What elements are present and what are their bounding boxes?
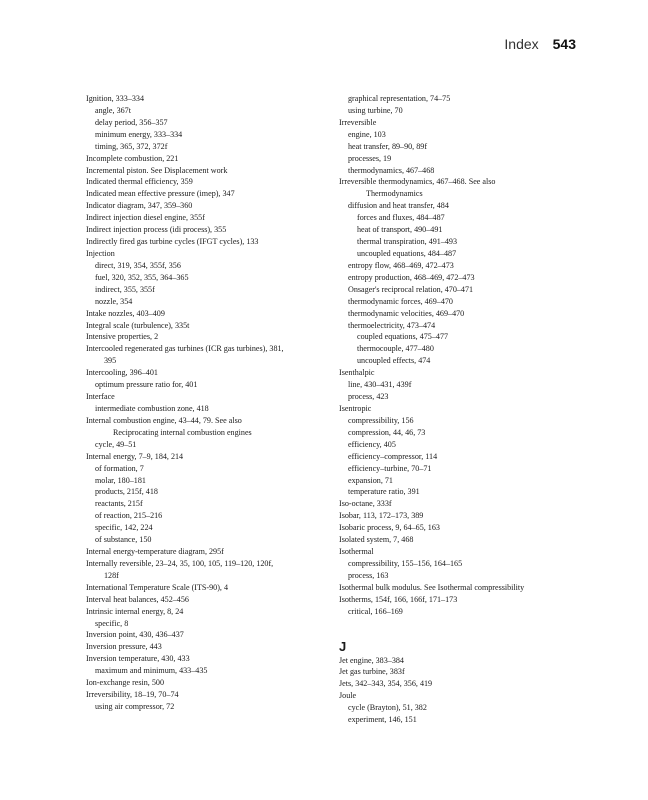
index-entry: Jet engine, 383–384 [339,655,404,665]
index-subentry: specific, 8 [95,618,129,628]
index-subentry: heat transfer, 89–90, 89f [348,141,428,151]
index-subentry: minimum energy, 333–334 [95,129,183,139]
index-subentry: intermediate combustion zone, 418 [95,403,209,413]
running-head [504,36,576,52]
index-subentry: graphical representation, 74–75 [348,94,451,103]
index-subentry: line, 430–431, 439f [348,380,412,390]
index-entry: Internal energy-temperature diagram, 295f [86,547,224,557]
section-letter-heading: J [339,638,347,654]
index-subentry: specific, 142, 224 [95,523,153,533]
index-subentry: entropy production, 468–469, 472–473 [348,272,475,282]
index-entry: Inversion temperature, 430, 433 [86,654,190,664]
index-entry: Indirect injection diesel engine, 355f [86,213,205,223]
index-subentry: thermodynamic forces, 469–470 [348,296,453,306]
index-subentry: uncoupled effects, 474 [357,356,431,366]
index-subentry: Thermodynamics [366,189,423,199]
index-entry: Internal combustion engine, 43–44, 79. See also [86,415,242,425]
index-entry: Inversion pressure, 443 [86,642,162,652]
index-subentry: efficiency, 405 [348,439,396,449]
index-subentry: experiment, 146, 151 [348,715,417,725]
index-column-right [339,93,579,726]
index-entry: Incremental piston. See Displacement work [86,165,228,175]
index-subentry: efficiency–compressor, 114 [348,451,438,461]
index-entry: Indirectly fired gas turbine cycles (IFGT cycles), 133 [86,237,259,247]
index-subentry: process, 163 [348,570,389,580]
running-head-title: Index [504,36,539,52]
index-entry: Interval heat balances, 452–456 [86,594,189,604]
index-subentry: thermodynamic velocities, 469–470 [348,308,465,318]
index-column-left [86,93,334,713]
index-subentry: heat of transport, 490–491 [357,225,443,235]
index-subentry: timing, 365, 372, 372f [95,141,168,151]
index-subentry: of formation, 7 [95,463,144,473]
index-subentry: Onsager's reciprocal relation, 470–471 [348,284,474,294]
index-subentry: angle, 367t [95,105,131,115]
index-entry: Jets, 342–343, 354, 356, 419 [339,679,433,689]
index-subentry: cycle (Brayton), 51, 382 [348,703,427,713]
index-entry: Injection [86,248,115,258]
index-entry: Isenthalpic [339,368,375,378]
index-entry: Jet gas turbine, 383f [339,667,405,677]
index-entry: Intensive properties, 2 [86,332,159,342]
index-entry: Isotherms, 154f, 166, 166f, 171–173 [339,594,458,604]
index-subentry: indirect, 355, 355f [95,284,155,294]
index-subentry: 395 [104,356,117,366]
index-subentry: thermodynamics, 467–468 [348,165,435,175]
index-entry: Isentropic [339,403,372,413]
index-subentry: fuel, 320, 352, 355, 364–365 [95,272,189,282]
index-subentry: entropy flow, 468–469, 472–473 [348,260,454,270]
index-subentry: temperature ratio, 391 [348,487,420,497]
index-subentry: engine, 103 [348,129,386,139]
index-entry: Iso-octane, 333f [339,499,392,509]
index-subentry: cycle, 49–51 [95,439,137,449]
index-subentry: expansion, 71 [348,475,393,485]
index-entry: Internally reversible, 23–24, 35, 100, 105, 119–120, 120f, [86,558,274,568]
index-subentry: forces and fluxes, 484–487 [357,213,445,223]
index-subentry: thermoelectricity, 473–474 [348,320,436,330]
index-entry: Irreversible thermodynamics, 467–468. See also [339,177,496,187]
index-entry: Internal energy, 7–9, 184, 214 [86,451,184,461]
index-entry: Interface [86,392,115,402]
index-subentry: uncoupled equations, 484–487 [357,248,457,258]
index-entry: Intercooled regenerated gas turbines (ICR gas turbines), 381, [86,344,284,354]
index-entry: Indicator diagram, 347, 359–360 [86,201,193,211]
index-entry: Intrinsic internal energy, 8, 24 [86,606,184,616]
index-entry: Indicated thermal efficiency, 359 [86,177,193,187]
index-entry: Inversion point, 430, 436–437 [86,630,184,640]
index-entry: Intake nozzles, 403–409 [86,308,165,318]
index-entry: Ion-exchange resin, 500 [86,678,164,688]
page-number: 543 [552,36,576,52]
index-subentry: process, 423 [348,392,389,402]
index-subentry: Reciprocating internal combustion engines [113,427,252,437]
index-subentry: of reaction, 215–216 [95,511,163,521]
index-entry: Irreversibility, 18–19, 70–74 [86,690,179,700]
index-subentry: compressibility, 155–156, 164–165 [348,558,463,568]
index-subentry: critical, 166–169 [348,606,403,616]
index-entry: Isolated system, 7, 468 [339,535,414,545]
index-entry: Ignition, 333–334 [86,94,145,103]
index-subentry: using turbine, 70 [348,105,403,115]
index-subentry: products, 215f, 418 [95,487,158,497]
index-entry: Incomplete combustion, 221 [86,153,179,163]
index-subentry: diffusion and heat transfer, 484 [348,201,449,211]
index-subentry: thermocouple, 477–480 [357,344,434,354]
index-subentry: optimum pressure ratio for, 401 [95,380,198,390]
index-subentry: using air compressor, 72 [95,702,175,712]
index-subentry: compressibility, 156 [348,415,414,425]
index-entry: Isobaric process, 9, 64–65, 163 [339,523,440,533]
index-subentry: direct, 319, 354, 355f, 356 [95,260,181,270]
index-subentry: nozzle, 354 [95,296,133,306]
index-entry: Isobar, 113, 172–173, 389 [339,511,424,521]
index-entry: Intercooling, 396–401 [86,368,158,378]
index-entry: Indicated mean effective pressure (imep), 347 [86,189,235,199]
index-subentry: 128f [104,570,119,580]
index-entry: Isothermal [339,547,374,557]
index-subentry: coupled equations, 475–477 [357,332,449,342]
index-entry: International Temperature Scale (ITS-90), 4 [86,582,228,592]
index-entry: Joule [339,691,357,701]
index-entry: Indirect injection process (idi process), 355 [86,225,227,235]
index-subentry: compression, 44, 46, 73 [348,427,426,437]
index-subentry: efficiency–turbine, 70–71 [348,463,432,473]
index-subentry: processes, 19 [348,153,392,163]
index-entry: Integral scale (turbulence), 335t [86,320,190,330]
index-subentry: delay period, 356–357 [95,117,168,127]
index-entry: Irreversible [339,117,377,127]
index-subentry: thermal transpiration, 491–493 [357,237,458,247]
index-subentry: of substance, 150 [95,535,152,545]
index-subentry: maximum and minimum, 433–435 [95,666,208,676]
index-subentry: reactants, 215f [95,499,143,509]
index-subentry: molar, 180–181 [95,475,146,485]
index-entry: Isothermal bulk modulus. See Isothermal compressibility [339,582,525,592]
section-spacer [339,618,579,639]
